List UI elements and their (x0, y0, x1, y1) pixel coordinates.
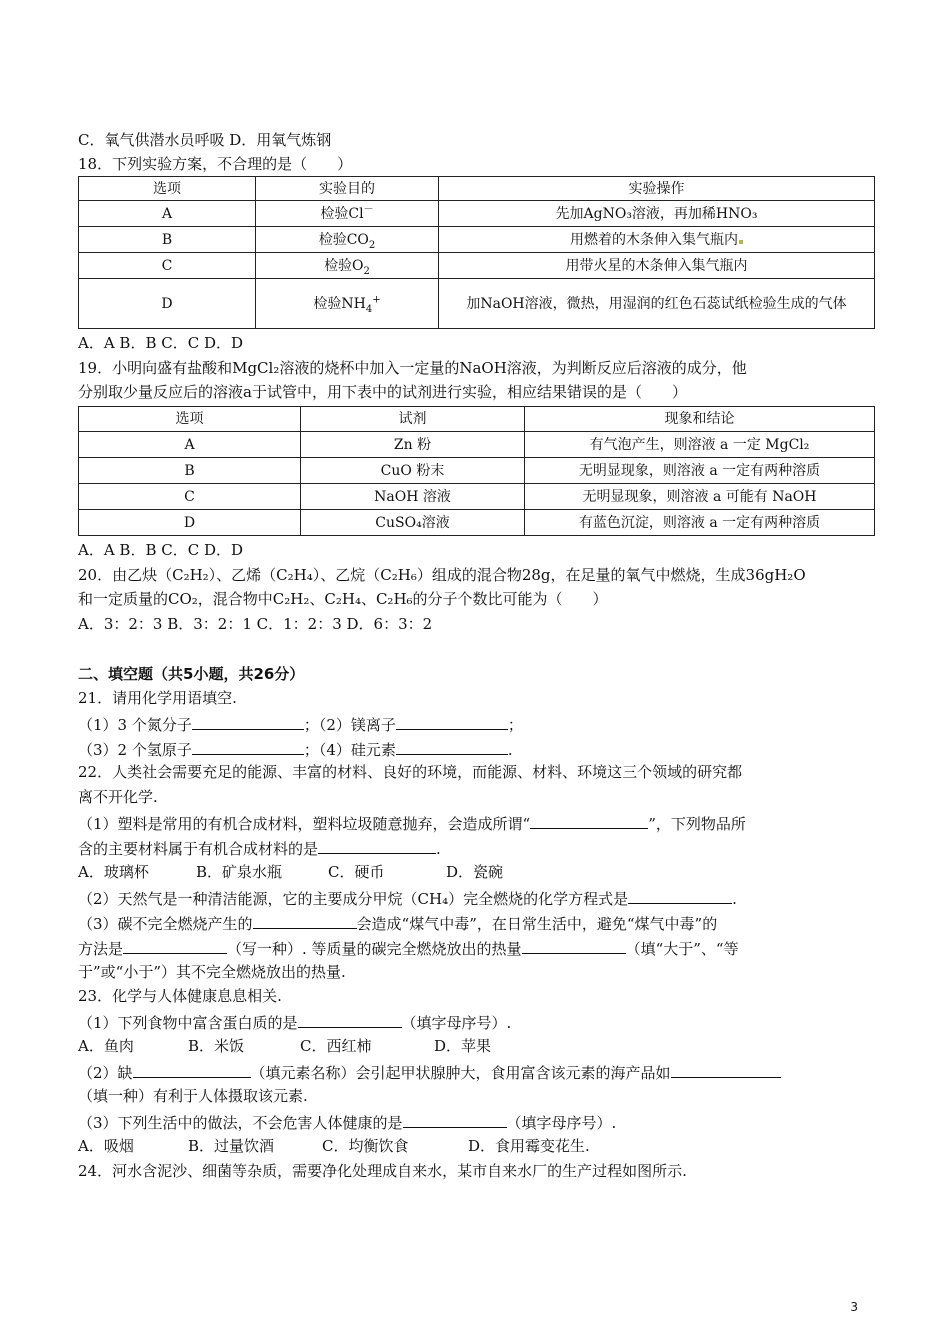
answer-blank[interactable] (192, 713, 304, 730)
q24-stem: 24．河水含泥沙、细菌等杂质，需要净化处理成自来水，某市自来水厂的生产过程如图所示. (78, 1162, 687, 1180)
answer-blank[interactable] (192, 738, 304, 755)
q18-row-c-option: C (79, 253, 256, 279)
q18-row-d-option: D (79, 279, 256, 329)
q22-p3-line-2: 方法是 （写一种）. 等质量的碳完全燃烧放出的热量 （填“大于”、“等 (78, 937, 739, 959)
q22-options: A．玻璃杯 B．矿泉水瓶 C．硬币 D．瓷碗 (78, 863, 504, 881)
q18-table (78, 176, 875, 329)
answer-blank[interactable] (671, 1061, 781, 1078)
q23-options-1: A．鱼肉 B．米饭 C．西红柿 D．苹果 (78, 1037, 492, 1055)
q22-p1-line-1: （1）塑料是常用的有机合成材料，塑料垃圾随意抛弃，会造成所谓“ ”，下列物品所 (78, 812, 746, 834)
q22-p3-line-1: （3）碳不完全燃烧产生的 会造成“煤气中毒”，在日常生活中，避免“煤气中毒”的 (78, 912, 717, 934)
q19-row-d-option: D (79, 510, 301, 536)
q19-header-reagent: 试剂 (301, 407, 525, 432)
q23-p2-line-2: （填一种）有利于人体摄取该元素. (78, 1087, 308, 1105)
table-row (79, 227, 875, 253)
q21-stem: 21．请用化学用语填空. (78, 689, 237, 707)
q18-row-c-operation: 用带火星的木条伸入集气瓶内 (439, 253, 875, 279)
table-row (79, 458, 875, 484)
q18-choices: A．A B．B C．C D．D (78, 334, 244, 352)
q19-row-d-reagent: CuSO₄溶液 (301, 510, 525, 536)
q20-line-2: 和一定质量的CO₂，混合物中C₂H₂、C₂H₄、C₂H₆的分子个数比可能为（ ） (78, 590, 608, 608)
q21-line-2: （3）2 个氢原子 ；（4）硅元素 . (78, 738, 513, 760)
q19-row-c-result: 无明显现象，则溶液 a 可能有 NaOH (525, 484, 875, 510)
q22-p1-line-2: 含的主要材料属于有机合成材料的是 . (78, 837, 441, 859)
q18-row-c-purpose: 检验$O_2$ (256, 253, 439, 279)
answer-blank[interactable] (628, 887, 732, 904)
q18-row-a-purpose: 检验Cl－ (256, 201, 439, 227)
table-row (79, 510, 875, 536)
q23-p3: （3）下列生活中的做法，不会危害人体健康的是 （填字母序号）. (78, 1111, 616, 1133)
q19-table (78, 406, 875, 536)
q18-stem: 18．下列实验方案，不合理的是（ ） (78, 155, 353, 173)
q23-stem: 23．化学与人体健康息息相关. (78, 987, 282, 1005)
q18-row-a-operation: 先加AgNO₃溶液，再加稀HNO₃ (439, 201, 875, 227)
page-number: 3 (850, 1300, 858, 1314)
answer-blank[interactable] (123, 937, 227, 954)
q19-row-b-result: 无明显现象，则溶液 a 一定有两种溶质 (525, 458, 875, 484)
q20-choices: A．3：2：3 B．3：2：1 C．1：2：3 D．6：3：2 (78, 615, 433, 633)
table-row (79, 253, 875, 279)
q19-row-a-reagent: Zn 粉 (301, 432, 525, 458)
q18-row-d-purpose: 检验$NH_4^+$ (256, 279, 439, 329)
answer-blank[interactable] (298, 1011, 402, 1028)
q18-row-d-operation: 加NaOH溶液，微热，用湿润的红色石蕊试纸检验生成的气体 (439, 279, 875, 329)
q19-choices: A．A B．B C．C D．D (78, 541, 244, 559)
answer-blank[interactable] (253, 912, 357, 929)
q19-row-d-result: 有蓝色沉淀，则溶液 a 一定有两种溶质 (525, 510, 875, 536)
q19-header-option: 选项 (79, 407, 301, 432)
q18-header-option: 选项 (79, 177, 256, 201)
q18-header-operation: 实验操作 (439, 177, 875, 201)
q19-row-a-option: A (79, 432, 301, 458)
section-title: 二、填空题（共5小题，共26分） (78, 665, 305, 683)
q22-stem-2: 离不开化学. (78, 788, 158, 806)
table-row (79, 432, 875, 458)
q18-row-b-option: B (79, 227, 256, 253)
q18-header-purpose: 实验目的 (256, 177, 439, 201)
q19-stem-1: 19．小明向盛有盐酸和MgCl₂溶液的烧杯中加入一定量的NaOH溶液，为判断反应后溶液的成分，他 (78, 359, 747, 377)
answer-blank[interactable] (318, 837, 436, 854)
table-row (79, 279, 875, 329)
q20-line-1: 20．由乙炔（C₂H₂）、乙烯（C₂H₄）、乙烷（C₂H₆）组成的混合物28g，在足量的氧气中燃烧，生成36gH₂O (78, 566, 806, 584)
q22-p2: （2）天然气是一种清洁能源，它的主要成分甲烷（CH₄）完全燃烧的化学方程式是 . (78, 887, 737, 909)
q19-stem-2: 分别取少量反应后的溶液a于试管中，用下表中的试剂进行实验，相应结果错误的是（ ） (78, 383, 687, 401)
mark-dot (739, 240, 743, 244)
q18-row-b-purpose: 检验$CO_2$ (256, 227, 439, 253)
q19-row-b-reagent: CuO 粉末 (301, 458, 525, 484)
q19-header-result: 现象和结论 (525, 407, 875, 432)
answer-blank[interactable] (403, 1111, 507, 1128)
q21-line-1: （1）3 个氮分子 ；（2）镁离子 ； (78, 713, 523, 735)
q23-p2-line-1: （2）缺 （填元素名称）会引起甲状腺肿大，食用富含该元素的海产品如 (78, 1061, 781, 1083)
q18-row-a-option: A (79, 201, 256, 227)
q23-p1: （1）下列食物中富含蛋白质的是 （填字母序号）. (78, 1011, 511, 1033)
table-row (79, 484, 875, 510)
q19-row-c-option: C (79, 484, 301, 510)
q19-row-a-result: 有气泡产生，则溶液 a 一定 MgCl₂ (525, 432, 875, 458)
q19-row-c-reagent: NaOH 溶液 (301, 484, 525, 510)
answer-blank[interactable] (522, 937, 626, 954)
q17-tail: C．氧气供潜水员呼吸 D．用氧气炼钢 (78, 131, 332, 149)
table-row (79, 201, 875, 227)
answer-blank[interactable] (396, 713, 508, 730)
q23-options-3: A．吸烟 B．过量饮酒 C．均衡饮食 D．食用霉变花生. (78, 1137, 590, 1155)
q22-p3-line-3: 于”或“小于”）其不完全燃烧放出的热量. (78, 963, 346, 981)
q19-row-b-option: B (79, 458, 301, 484)
q18-row-b-operation: 用燃着的木条伸入集气瓶内 (439, 227, 875, 253)
q22-stem-1: 22．人类社会需要充足的能源、丰富的材料、良好的环境，而能源、材料、环境这三个领域的研究都 (78, 763, 743, 781)
answer-blank[interactable] (396, 738, 508, 755)
answer-blank[interactable] (133, 1061, 251, 1078)
answer-blank[interactable] (530, 812, 648, 829)
